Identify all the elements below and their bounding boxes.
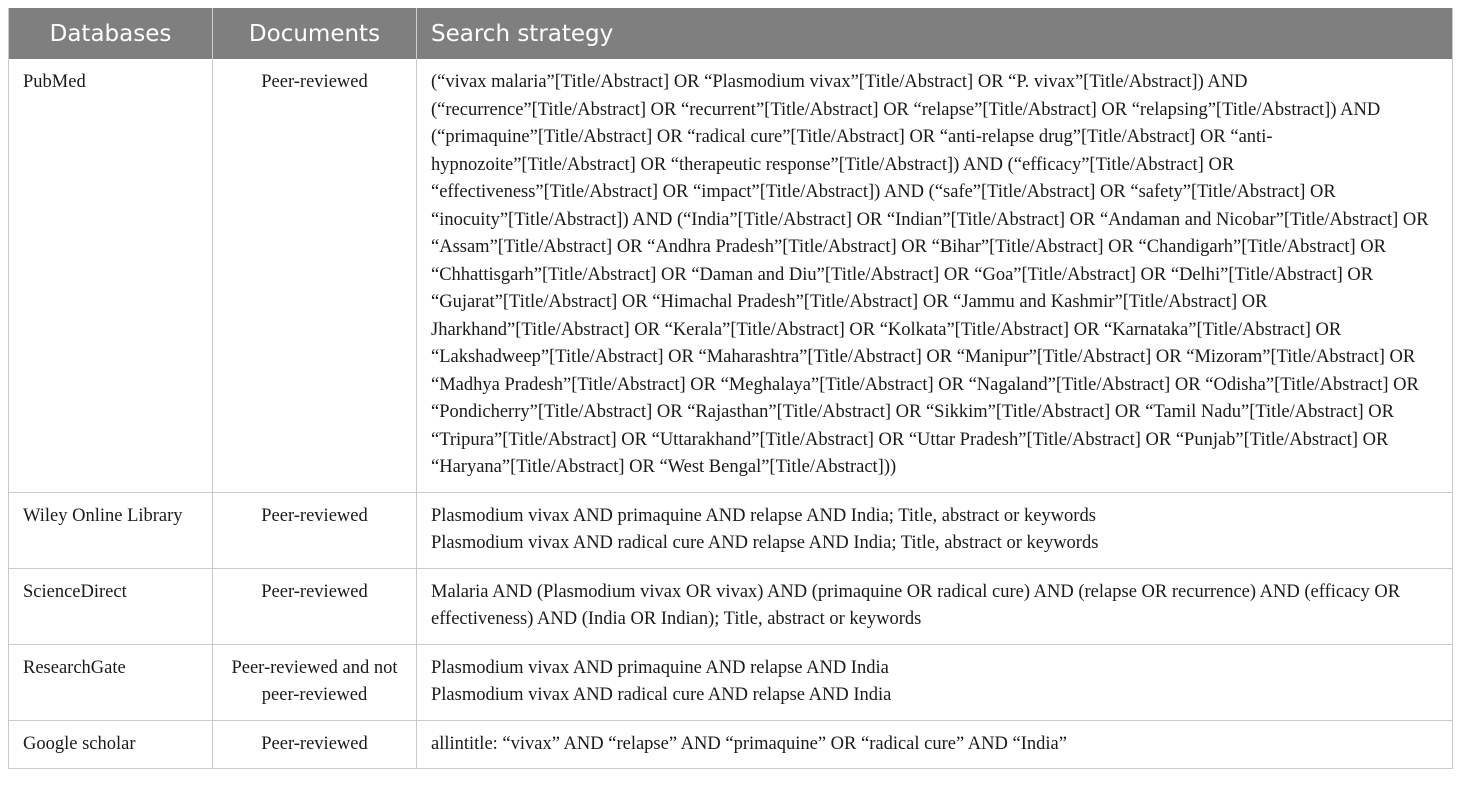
documents-cell: Peer-reviewed xyxy=(213,568,417,644)
table-row xyxy=(9,59,1453,492)
table-row xyxy=(9,644,1453,720)
search-strategy-table xyxy=(8,8,1453,769)
documents-cell: Peer-reviewed xyxy=(213,720,417,769)
strategy-text: allintitle: “vivax” AND “relapse” AND “primaquine” OR “radical cure” AND “India” xyxy=(431,733,1067,754)
strategy-text-line2: Plasmodium vivax AND radical cure AND relapse AND India; Title, abstract or keywords xyxy=(431,533,1099,553)
table-body xyxy=(9,59,1453,769)
strategy-text: Malaria AND (Plasmodium vivax OR vivax) AND (primaquine OR radical cure) AND (relapse OR recurrence) AND (efficacy OR effectiveness) AND (India OR Indian); Title, abstract or keywords xyxy=(431,581,1401,629)
header-databases: Databases xyxy=(9,8,213,59)
strategy-cell xyxy=(417,644,1453,720)
strategy-text: (“vivax malaria”[Title/Abstract] OR “Plasmodium vivax”[Title/Abstract] OR “P. vivax”[Title/Abstract]) AND (“recurrence”[Title/Abstract] OR “recurrent”[Title/Abstract] OR “relapse”[Title/Abstract] OR “relapsing”[Title/Abstract]) AND (“primaquine”[Title/Abstract] OR “radical cure”[Title/Abstract] OR “anti-relapse drug”[Title/Abstract] OR “anti-hypnozoite”[Title/Abstract] OR “therapeutic response”[Title/Abstract]) AND (“efficacy”[Title/Abstract] OR “effectiveness”[Title/Abstract] OR “impact”[Title/Abstract]) AND (“safe”[Title/Abstract] OR “safety”[Title/Abstract] OR “inocuity”[Title/Abstract]) AND (“India”[Title/Abstract] OR “Indian”[Title/Abstract] OR “Andaman and Nicobar”[Title/Abstract] OR “Assam”[Title/Abstract] OR “Andhra Pradesh”[Title/Abstract] OR “Bihar”[Title/Abstract] OR “Chandigarh”[Title/Abstract] OR “Chhattisgarh”[Title/Abstract] OR “Daman and Diu”[Title/Abstract] OR “Goa”[Title/Abstract] OR “Delhi”[Title/Abstract] OR “Gujarat”[Title/Abstract] OR “Himachal Pradesh”[Title/Abstract] OR “Jammu and Kashmir”[Title/Abstract] OR Jharkhand”[Title/Abstract] OR “Kerala”[Title/Abstract] OR “Kolkata”[Title/Abstract] OR “Karnataka”[Title/Abstract] OR “Lakshadweep”[Title/Abstract] OR “Maharashtra”[Title/Abstract] OR “Manipur”[Title/Abstract] OR “Mizoram”[Title/Abstract] OR “Madhya Pradesh”[Title/Abstract] OR “Meghalaya”[Title/Abstract] OR “Nagaland”[Title/Abstract] OR “Odisha”[Title/Abstract] OR “Pondicherry”[Title/Abstract] OR “Rajasthan”[Title/Abstract] OR “Sikkim”[Title/Abstract] OR “Tamil Nadu”[Title/Abstract] OR “Tripura”[Title/Abstract] OR “Uttarakhand”[Title/Abstract] OR “Uttar Pradesh”[Title/Abstract] OR “Punjab”[Title/Abstract] OR “Haryana”[Title/Abstract] OR “West Bengal”[Title/Abstract])) xyxy=(431,72,1429,477)
table-header xyxy=(9,8,1453,59)
database-cell: Wiley Online Library xyxy=(9,492,213,568)
header-search-strategy: Search strategy xyxy=(417,8,1453,59)
header-documents: Documents xyxy=(213,8,417,59)
documents-cell: Peer-reviewed xyxy=(213,59,417,492)
header-row xyxy=(9,8,1453,59)
strategy-cell xyxy=(417,492,1453,568)
strategy-cell xyxy=(417,59,1453,492)
documents-cell: Peer-reviewed and not peer-reviewed xyxy=(213,644,417,720)
strategy-text: Plasmodium vivax AND primaquine AND relapse AND India; Title, abstract or keywords xyxy=(431,505,1096,526)
database-cell: ResearchGate xyxy=(9,644,213,720)
strategy-cell xyxy=(417,720,1453,769)
strategy-text-line2: Plasmodium vivax AND radical cure AND relapse AND India xyxy=(431,685,892,705)
database-cell: Google scholar xyxy=(9,720,213,769)
documents-cell: Peer-reviewed xyxy=(213,492,417,568)
database-cell: PubMed xyxy=(9,59,213,492)
strategy-text: Plasmodium vivax AND primaquine AND relapse AND India xyxy=(431,657,889,678)
database-cell: ScienceDirect xyxy=(9,568,213,644)
table-row xyxy=(9,492,1453,568)
table-row xyxy=(9,568,1453,644)
strategy-cell xyxy=(417,568,1453,644)
table-row xyxy=(9,720,1453,769)
